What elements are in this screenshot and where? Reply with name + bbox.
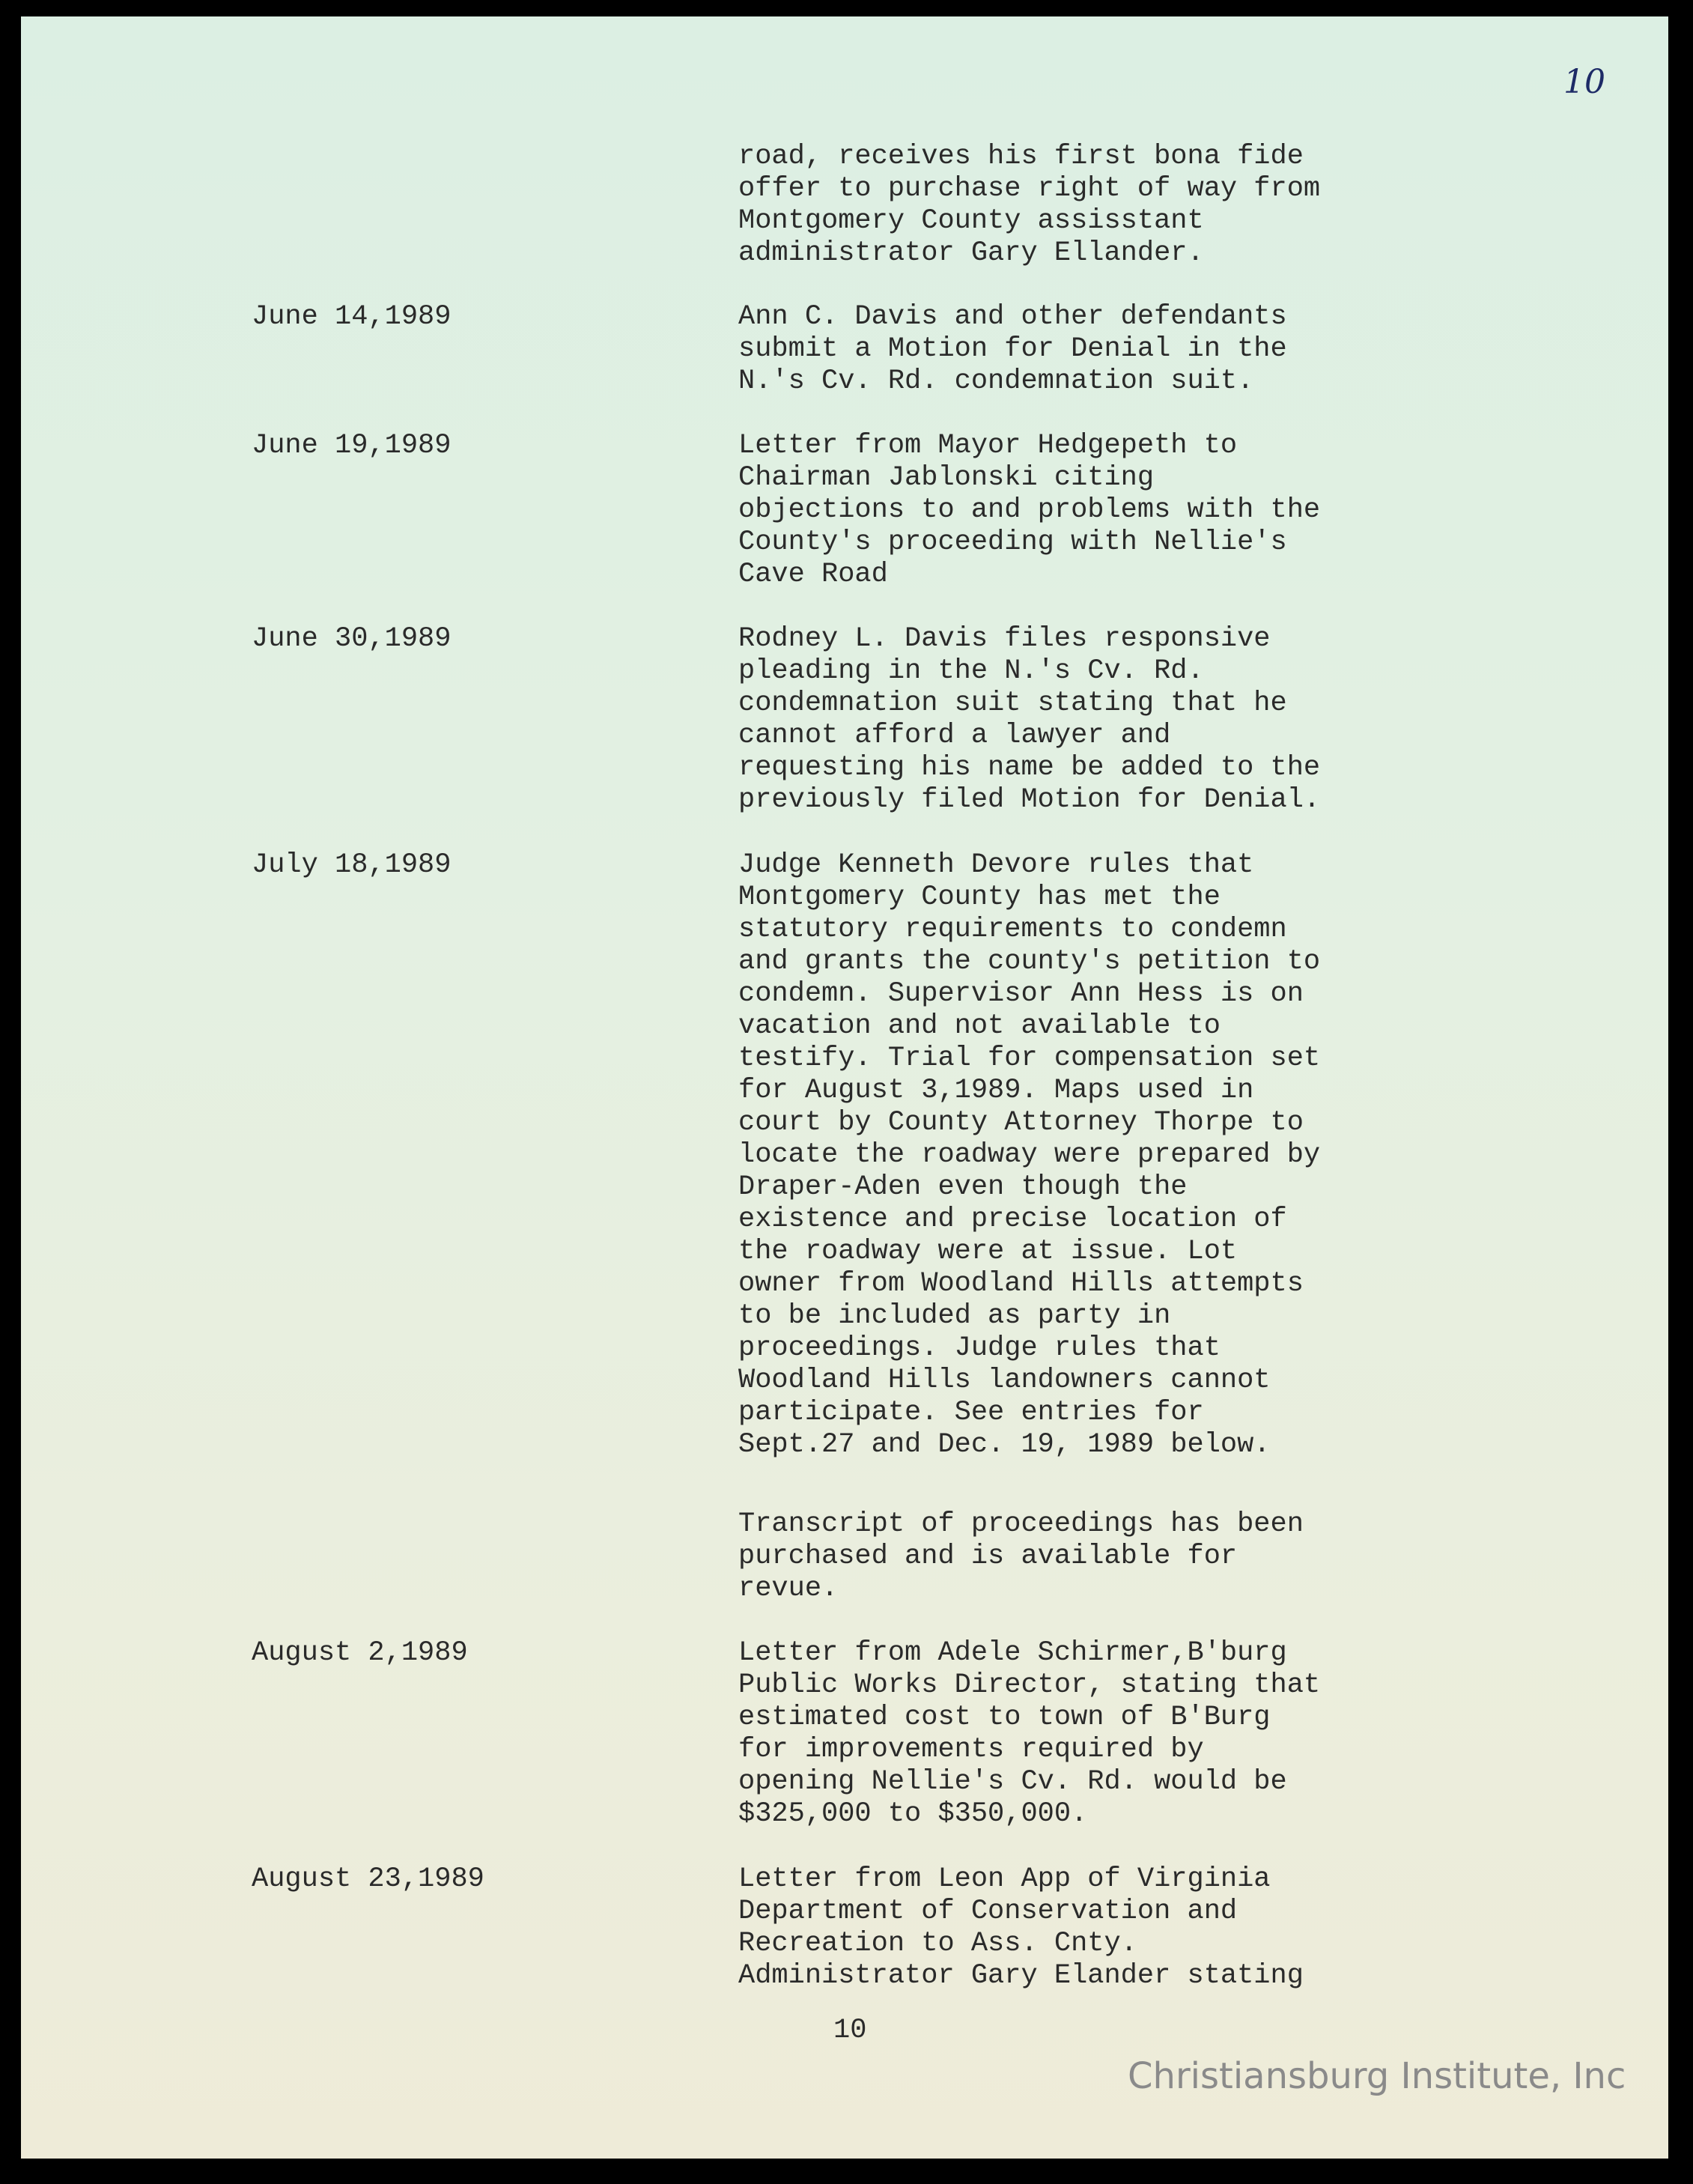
text-line: Cave Road — [738, 559, 888, 590]
text-line: road, receives his first bona fide — [738, 141, 1304, 172]
text-line: Letter from Adele Schirmer,B'burg — [738, 1637, 1287, 1669]
text-line: Department of Conservation and — [738, 1896, 1238, 1927]
entry-text — [738, 849, 1562, 1461]
text-line: administrator Gary Ellander. — [738, 237, 1204, 269]
text-line: statutory requirements to condemn — [738, 914, 1287, 945]
entry-text — [738, 430, 1562, 591]
text-line: pleading in the N.'s Cv. Rd. — [738, 655, 1204, 687]
entry-text — [738, 1508, 1562, 1605]
entry-date: June 14,1989 — [252, 301, 452, 333]
text-line: County's proceeding with Nellie's — [738, 527, 1287, 558]
text-line: Rodney L. Davis files responsive — [738, 623, 1271, 655]
text-line: Woodland Hills landowners cannot — [738, 1365, 1271, 1396]
text-line: testify. Trial for compensation set — [738, 1043, 1321, 1074]
watermark: Christiansburg Institute, Inc — [1128, 2055, 1626, 2097]
text-line: Judge Kenneth Devore rules that — [738, 849, 1254, 881]
text-line: estimated cost to town of B'Burg — [738, 1702, 1271, 1733]
text-line: revue. — [738, 1573, 839, 1604]
text-line: condemnation suit stating that he — [738, 688, 1287, 719]
text-line: owner from Woodland Hills attempts — [738, 1268, 1304, 1299]
text-line: Chairman Jablonski citing — [738, 462, 1155, 494]
entry-date: June 30,1989 — [252, 623, 452, 655]
text-line: Recreation to Ass. Cnty. — [738, 1928, 1137, 1959]
text-line: condemn. Supervisor Ann Hess is on — [738, 978, 1304, 1010]
text-line: opening Nellie's Cv. Rd. would be — [738, 1766, 1287, 1798]
text-line: and grants the county's petition to — [738, 946, 1321, 977]
entry-text — [738, 1863, 1562, 1992]
entry-date: August 23,1989 — [252, 1863, 484, 1895]
handwritten-page-number: 10 — [1563, 63, 1605, 101]
text-line: submit a Motion for Denial in the — [738, 333, 1287, 365]
text-line: court by County Attorney Thorpe to — [738, 1107, 1304, 1138]
text-line: locate the roadway were prepared by — [738, 1139, 1321, 1171]
text-line: Letter from Mayor Hedgepeth to — [738, 430, 1238, 461]
text-line: cannot afford a lawyer and — [738, 720, 1171, 751]
text-line: to be included as party in — [738, 1300, 1171, 1332]
text-line: Ann C. Davis and other defendants — [738, 301, 1287, 333]
text-line: Sept.27 and Dec. 19, 1989 below. — [738, 1429, 1271, 1460]
entry-date: June 19,1989 — [252, 430, 452, 461]
entry-text — [738, 623, 1562, 816]
text-line: Montgomery County assisstant — [738, 205, 1204, 237]
document-page — [21, 16, 1668, 2159]
text-line: N.'s Cv. Rd. condemnation suit. — [738, 365, 1254, 397]
text-line: $325,000 to $350,000. — [738, 1798, 1088, 1830]
text-line: Public Works Director, stating that — [738, 1669, 1321, 1701]
entry-date: August 2,1989 — [252, 1637, 468, 1669]
text-line: Draper-Aden even though the — [738, 1171, 1188, 1203]
text-line: requesting his name be added to the — [738, 752, 1321, 783]
entry-text — [738, 141, 1562, 270]
entry-date: July 18,1989 — [252, 849, 452, 881]
page-number: 10 — [833, 2015, 867, 2046]
text-line: vacation and not available to — [738, 1010, 1221, 1042]
entry-text — [738, 1637, 1562, 1830]
text-line: Montgomery County has met the — [738, 882, 1221, 913]
text-line: proceedings. Judge rules that — [738, 1332, 1221, 1364]
text-line: Transcript of proceedings has been — [738, 1508, 1304, 1540]
text-line: for improvements required by — [738, 1734, 1204, 1765]
text-line: Letter from Leon App of Virginia — [738, 1863, 1271, 1895]
text-line: for August 3,1989. Maps used in — [738, 1075, 1254, 1106]
text-line: existence and precise location of — [738, 1204, 1287, 1235]
text-line: participate. See entries for — [738, 1397, 1204, 1428]
entry-text — [738, 301, 1562, 398]
text-line: the roadway were at issue. Lot — [738, 1236, 1238, 1267]
text-line: purchased and is available for — [738, 1541, 1238, 1572]
text-line: objections to and problems with the — [738, 494, 1321, 526]
text-line: Administrator Gary Elander stating — [738, 1960, 1304, 1992]
text-line: previously filed Motion for Denial. — [738, 784, 1321, 816]
text-line: offer to purchase right of way from — [738, 173, 1321, 204]
